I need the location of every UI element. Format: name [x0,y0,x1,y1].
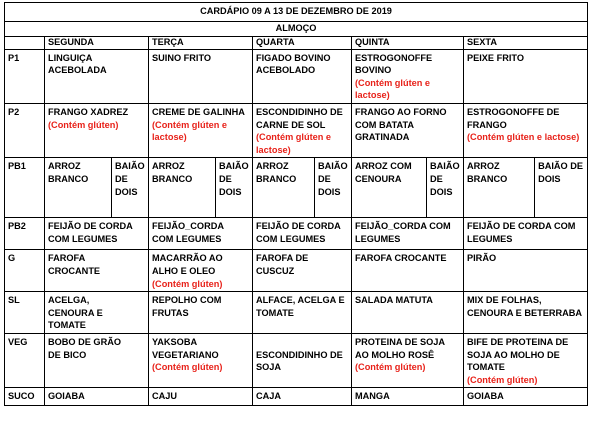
menu-cell [253,333,352,387]
day-header: QUARTA [253,36,352,49]
menu-table [4,2,588,406]
dish-line: ALFACE, ACELGA E [256,295,345,306]
dish-line: PROTEINA DE SOJA [355,336,446,347]
dish-line: COM LEGUMES [48,233,118,244]
menu-cell [253,250,352,292]
menu-cell [45,333,149,387]
dish-line: MIX DE FOLHAS, [467,295,542,306]
allergen-warning: (Contém glúten e lactose) [355,77,431,101]
dish-line: CENOURA E [48,307,103,318]
dish-line: GOIABA [48,391,85,402]
dish-line: CREME DE GALINHA [152,106,245,117]
menu-cell [253,218,352,250]
menu-cell [352,218,464,250]
menu-row [5,333,588,387]
dish-line: FRANGO [467,119,507,130]
rice-option: ARROZ BRANCO [48,161,89,184]
menu-cell [149,292,253,334]
rice-option: ARROZ COM CENOURA [355,161,412,184]
dish-line: CROCANTE [48,265,101,276]
menu-cell [352,333,464,387]
menu-row [5,103,588,157]
baiao-option: BAIÃO DE DOIS [215,158,249,217]
dish-line: ALHO E OLEO [152,265,216,276]
dish-line: SUINO FRITO [152,52,212,63]
allergen-warning: (Contém glúten e lactose) [152,119,228,143]
dish-line: FIGADO BOVINO [256,52,331,63]
day-header-row [5,36,588,49]
dish-line: VEGETARIANO [152,349,219,360]
dish-line: TOMATE [256,307,294,318]
rice-option: ARROZ BRANCO [467,161,508,184]
menu-cell [352,158,464,218]
menu-cell [464,333,588,387]
menu-cell [253,292,352,334]
baiao-option: BAIÃO DE DOIS [111,158,145,217]
dish-line: LINGUIÇA [48,52,93,63]
menu-cell [149,333,253,387]
menu-title: CARDÁPIO 09 A 13 DE DEZEMBRO DE 2019 [5,3,588,22]
row-label: G [5,250,45,292]
dish-line: PEIXE FRITO [467,52,525,63]
menu-cell [149,49,253,103]
day-header: TERÇA [149,36,253,49]
menu-cell [464,388,588,406]
menu-cell [464,158,588,218]
dish-line: MANGA [355,391,390,402]
menu-cell [45,49,149,103]
menu-cell [253,103,352,157]
dish-line: ESCONDIDINHO DE [256,349,343,360]
menu-cell [464,250,588,292]
dish-line: FRANGO AO FORNO [355,106,447,117]
dish-line: BOVINO [355,65,392,76]
row-label: P1 [5,49,45,103]
dish-line: CENOURA E BETERRABA [467,307,583,318]
menu-row [5,388,588,406]
dish-line: ACEBOLADO [256,65,316,76]
dish-line: FRUTAS [152,307,189,318]
menu-cell [464,218,588,250]
menu-cell [149,388,253,406]
day-header: SEXTA [464,36,588,49]
dish-line: GRATINADA [355,132,410,143]
menu-cell [253,388,352,406]
menu-cell [45,218,149,250]
day-header: SEGUNDA [45,36,149,49]
menu-cell [149,218,253,250]
menu-row [5,218,588,250]
dish-line: REPOLHO COM [152,295,222,306]
allergen-warning: (Contém glúten e lactose) [467,132,580,143]
menu-cell [149,250,253,292]
menu-cell [45,292,149,334]
dish-line: LEGUMES [355,233,401,244]
meal-section-title: ALMOÇO [5,22,588,37]
menu-cell [464,103,588,157]
dish-line: CARNE DE SOL [256,119,326,130]
menu-row [5,292,588,334]
dish-line: SALADA MATUTA [355,295,433,306]
dish-line: GOIABA [467,391,504,402]
menu-cell [464,49,588,103]
dish-line: TOMATE [48,320,86,331]
dish-line: MACARRÃO AO [152,253,223,264]
menu-cell [352,103,464,157]
allergen-warning: (Contém glúten e lactose) [256,132,332,155]
menu-cell [352,292,464,334]
allergen-warning: (Contém glúten) [152,278,223,289]
dish-line: BOBO DE GRÃO [48,336,121,347]
dish-line: FAROFA CROCANTE [355,253,447,264]
dish-line: ACELGA, [48,295,90,306]
row-label: P2 [5,103,45,157]
dish-line: FEIJÃO_CORDA COM [355,221,451,232]
menu-cell [253,158,352,218]
dish-line: FEIJÃO_CORDA [152,221,224,232]
dish-line: AO MOLHO ROSÊ [355,349,435,360]
dish-line: PIRÃO [467,253,497,264]
row-label: SUCO [5,388,45,406]
menu-cell [253,49,352,103]
allergen-warning: (Contém glúten) [355,362,426,373]
dish-line: FEIJÃO DE CORDA [48,221,133,232]
menu-cell [352,250,464,292]
dish-line: DE BICO [48,349,87,360]
dish-line: FEIJÃO DE CORDA [256,221,341,232]
dish-line: TOMATE [467,362,505,373]
dish-line: CUSCUZ [256,265,295,276]
menu-cell [45,388,149,406]
menu-cell [352,49,464,103]
dish-line: ESCONDIDINHO DE [256,106,343,117]
baiao-option: BAIÃO DE DOIS [426,158,460,217]
allergen-warning: (Contém glúten) [152,362,223,373]
menu-cell [149,103,253,157]
dish-line: FAROFA [48,253,86,264]
header-corner [5,36,45,49]
dish-line: LEGUMES [467,233,513,244]
dish-line: ACEBOLADA [48,65,107,76]
dish-line: COM LEGUMES [152,233,222,244]
dish-line: SOJA [256,362,282,373]
dish-line: CAJU [152,391,178,402]
rice-option: ARROZ BRANCO [152,161,193,184]
menu-cell [149,158,253,218]
dish-line: FAROFA DE [256,253,309,264]
menu-row [5,158,588,218]
dish-line: FRANGO XADREZ [48,106,129,117]
dish-line: CAJA [256,391,282,402]
dish-line: FEIJÃO DE CORDA COM [467,221,576,232]
dish-line: COM LEGUMES [256,233,326,244]
row-label: SL [5,292,45,334]
row-label: PB2 [5,218,45,250]
menu-cell [464,292,588,334]
menu-row [5,49,588,103]
dish-line: BIFE DE PROTEINA DE [467,336,569,347]
allergen-warning: (Contém glúten) [48,119,119,130]
menu-cell [45,250,149,292]
dish-line: ESTROGONOFFE [355,52,433,63]
menu-row [5,250,588,292]
baiao-option: BAIÃO DE DOIS [314,158,348,217]
menu-cell [352,388,464,406]
baiao-option: BAIÃO DE DOIS [534,158,584,217]
dish-line: ESTROGONOFFE DE [467,106,560,117]
rice-option: ARROZ BRANCO [256,161,297,184]
row-label: PB1 [5,158,45,218]
dish-line: YAKSOBA [152,336,198,347]
day-header: QUINTA [352,36,464,49]
allergen-warning: (Contém glúten) [467,374,538,385]
dish-line: SOJA AO MOLHO DE [467,349,560,360]
dish-line [256,336,348,349]
row-label: VEG [5,333,45,387]
menu-cell [45,103,149,157]
dish-line: COM BATATA [355,119,415,130]
menu-cell [45,158,149,218]
